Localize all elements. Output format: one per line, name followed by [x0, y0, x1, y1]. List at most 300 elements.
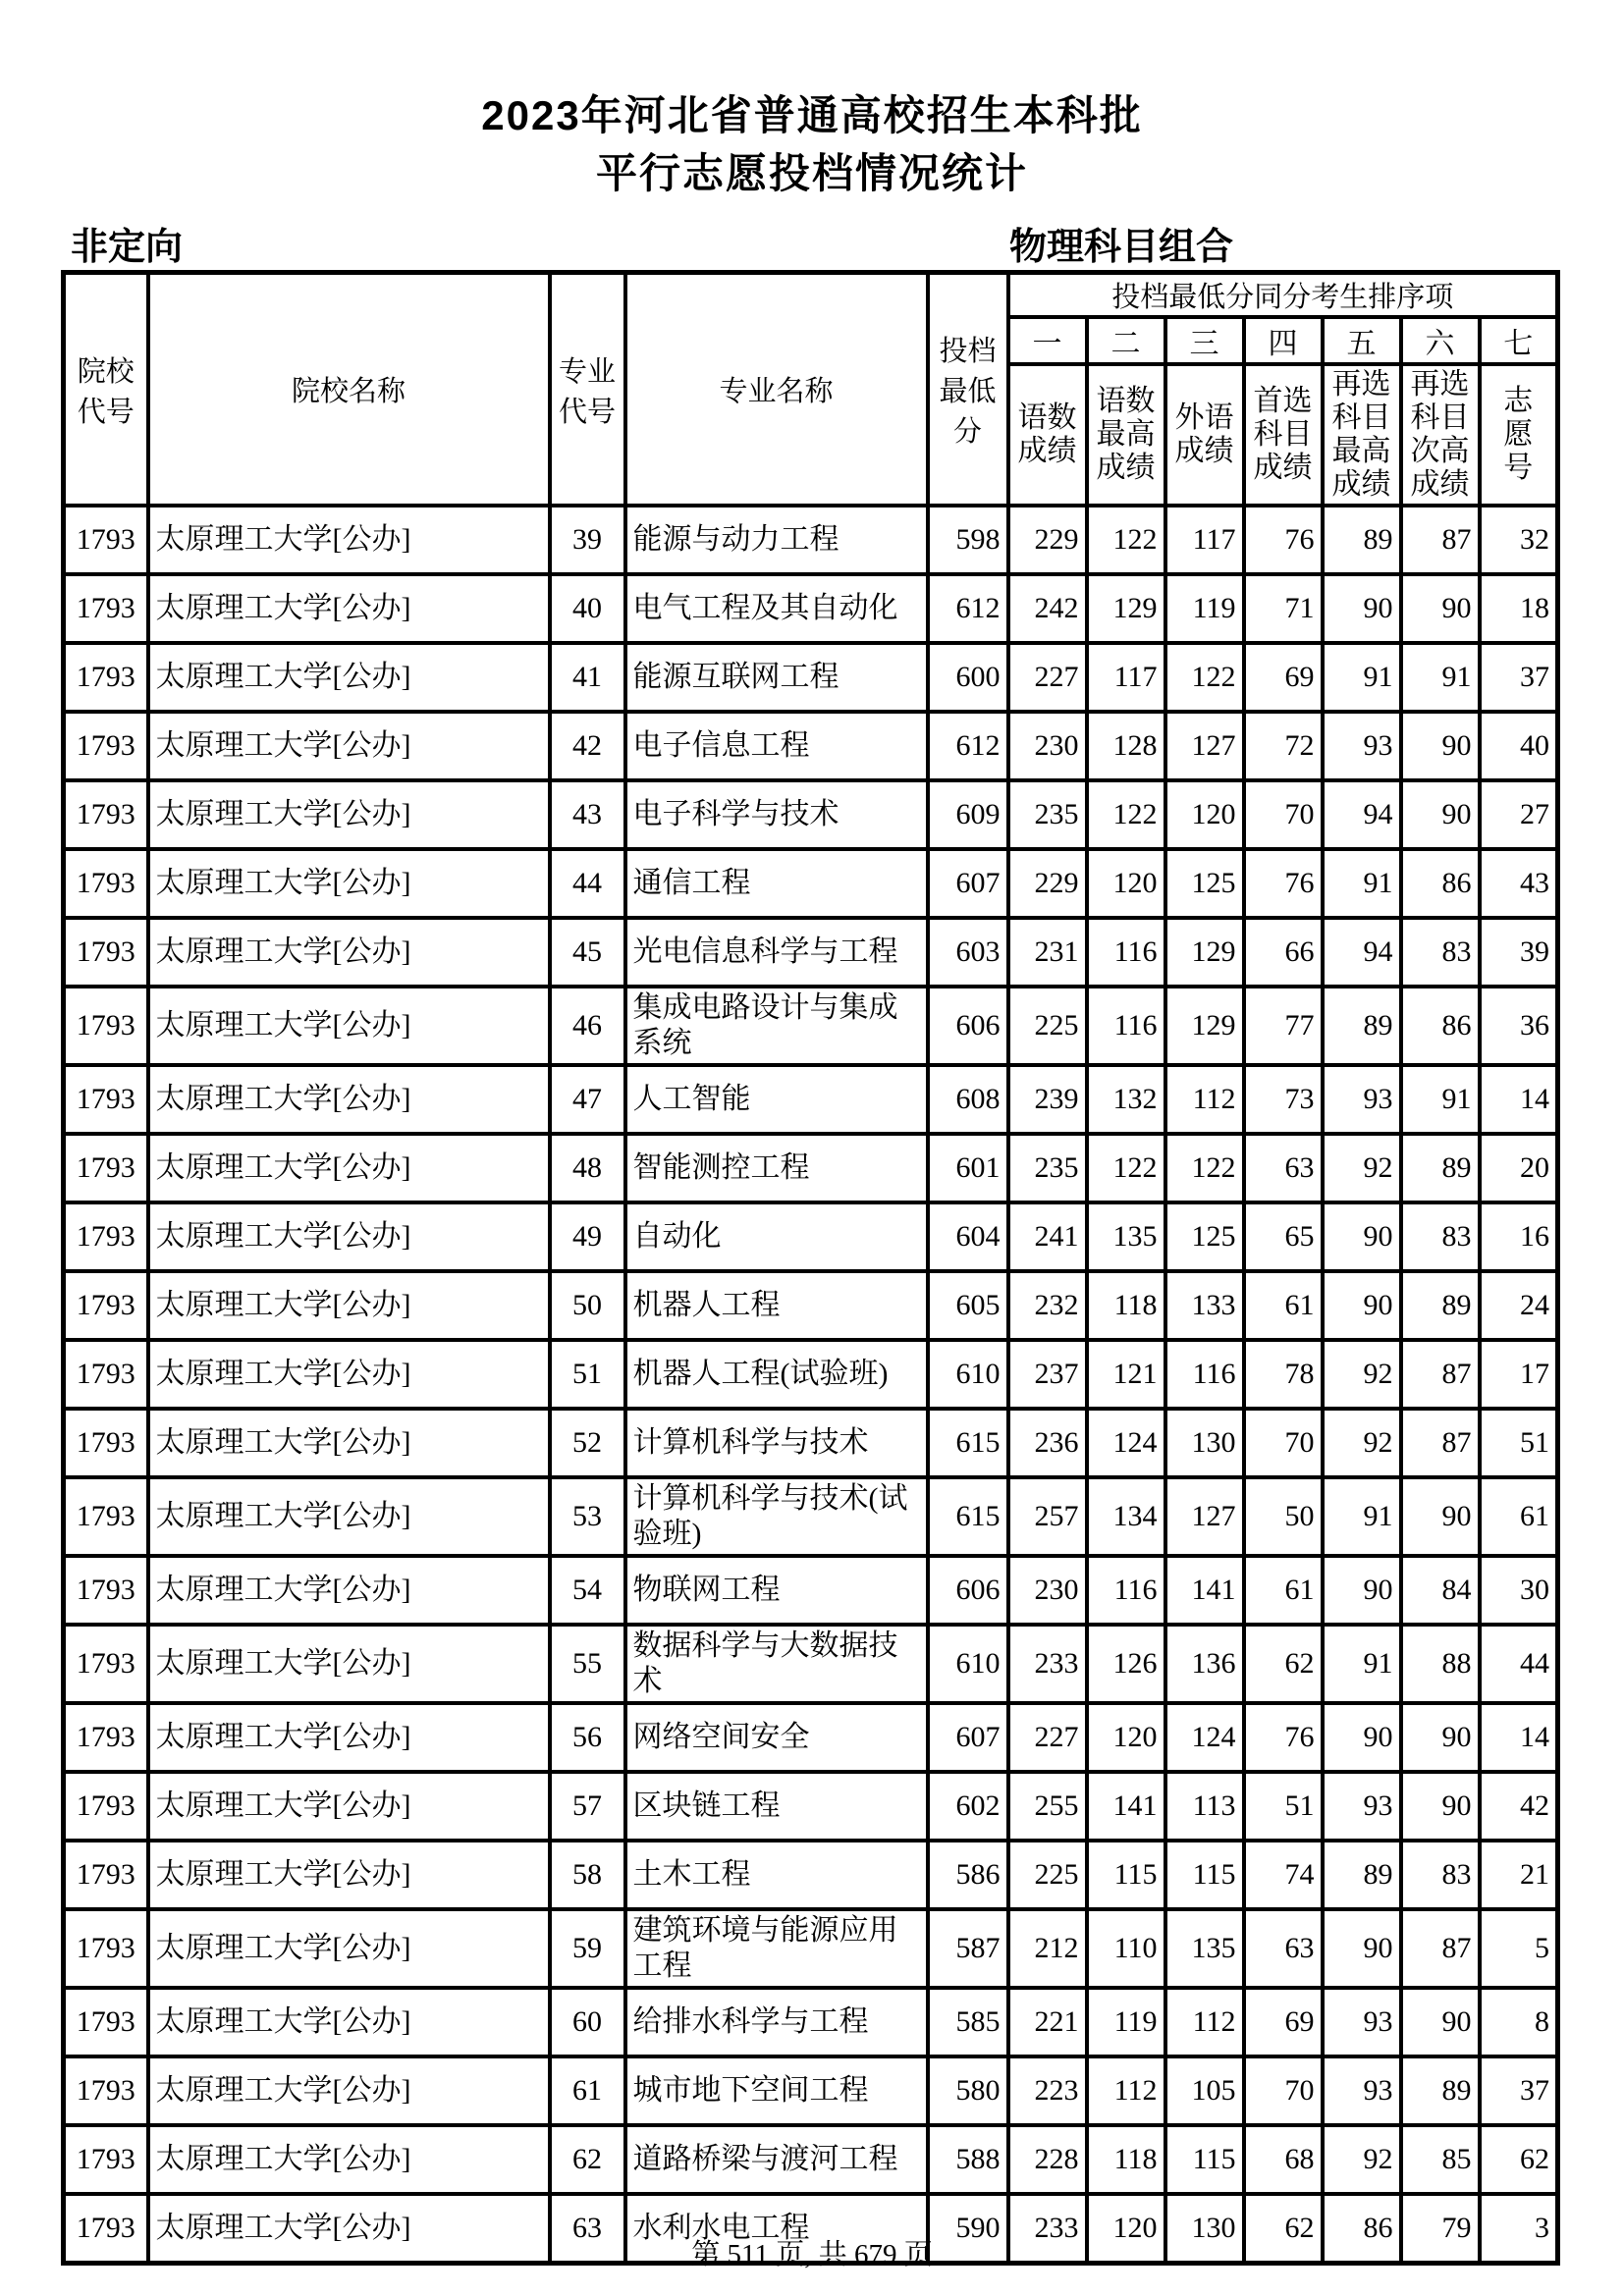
major-name-cell: 通信工程 — [625, 849, 928, 918]
school-code-cell: 1793 — [64, 2194, 148, 2264]
major-code-cell: 56 — [550, 1703, 625, 1772]
rank-cell-4: 78 — [1244, 1340, 1323, 1409]
rank-cell-5: 89 — [1323, 987, 1401, 1065]
major-name-cell: 区块链工程 — [625, 1772, 928, 1841]
table-row — [64, 712, 1558, 780]
school-name-cell: 太原理工大学[公办] — [148, 1134, 550, 1202]
rank-cell-1: 230 — [1008, 712, 1087, 780]
rank-cell-6: 85 — [1401, 2125, 1480, 2194]
table-row — [64, 1409, 1558, 1477]
table-row — [64, 2056, 1558, 2125]
rank-cell-7: 32 — [1480, 506, 1558, 574]
header-rank-label-7: 志愿号 — [1480, 364, 1558, 506]
major-name-cell: 建筑环境与能源应用工程 — [625, 1909, 928, 1988]
rank-cell-2: 121 — [1087, 1340, 1165, 1409]
rank-cell-3: 115 — [1165, 1841, 1244, 1909]
header-rank-number-7: 七 — [1480, 317, 1558, 364]
plan-type-label: 非定向 — [71, 227, 184, 268]
rank-cell-6: 90 — [1401, 574, 1480, 643]
rank-cell-7: 20 — [1480, 1134, 1558, 1202]
school-name-cell: 太原理工大学[公办] — [148, 574, 550, 643]
rank-cell-2: 126 — [1087, 1625, 1165, 1703]
table-row — [64, 1772, 1558, 1841]
rank-cell-2: 141 — [1087, 1772, 1165, 1841]
major-code-cell: 62 — [550, 2125, 625, 2194]
school-name-cell: 太原理工大学[公办] — [148, 1477, 550, 1556]
major-name-cell: 人工智能 — [625, 1065, 928, 1134]
rank-cell-2: 134 — [1087, 1477, 1165, 1556]
school-name-cell: 太原理工大学[公办] — [148, 1703, 550, 1772]
rank-cell-7: 40 — [1480, 712, 1558, 780]
school-code-cell: 1793 — [64, 506, 148, 574]
rank-cell-5: 91 — [1323, 1477, 1401, 1556]
rank-cell-1: 241 — [1008, 1202, 1087, 1271]
rank-cell-2: 110 — [1087, 1909, 1165, 1988]
major-name-cell: 土木工程 — [625, 1841, 928, 1909]
major-code-cell: 61 — [550, 2056, 625, 2125]
major-code-cell: 49 — [550, 1202, 625, 1271]
school-name-cell: 太原理工大学[公办] — [148, 987, 550, 1065]
rank-cell-3: 112 — [1165, 1988, 1244, 2056]
table-row — [64, 987, 1558, 1065]
major-code-cell: 52 — [550, 1409, 625, 1477]
page-number: 第 511 页, 共 679 页 — [691, 2239, 933, 2270]
header-rank-number-3: 三 — [1165, 317, 1244, 364]
rank-cell-6: 89 — [1401, 2056, 1480, 2125]
rank-cell-5: 90 — [1323, 1703, 1401, 1772]
rank-cell-4: 72 — [1244, 712, 1323, 780]
rank-cell-1: 227 — [1008, 1703, 1087, 1772]
rank-cell-4: 76 — [1244, 849, 1323, 918]
table-row — [64, 1625, 1558, 1703]
school-name-cell: 太原理工大学[公办] — [148, 1988, 550, 2056]
rank-cell-7: 42 — [1480, 1772, 1558, 1841]
school-code-cell: 1793 — [64, 1841, 148, 1909]
school-name-cell: 太原理工大学[公办] — [148, 1909, 550, 1988]
table-row — [64, 1271, 1558, 1340]
rank-cell-4: 73 — [1244, 1065, 1323, 1134]
rank-cell-6: 87 — [1401, 1340, 1480, 1409]
rank-cell-1: 255 — [1008, 1772, 1087, 1841]
major-name-cell: 集成电路设计与集成系统 — [625, 987, 928, 1065]
rank-cell-5: 92 — [1323, 1340, 1401, 1409]
rank-cell-7: 51 — [1480, 1409, 1558, 1477]
school-code-cell: 1793 — [64, 2125, 148, 2194]
min-score-cell: 603 — [928, 918, 1008, 987]
school-name-cell: 太原理工大学[公办] — [148, 1409, 550, 1477]
rank-cell-1: 242 — [1008, 574, 1087, 643]
school-code-cell: 1793 — [64, 1477, 148, 1556]
rank-cell-7: 61 — [1480, 1477, 1558, 1556]
school-name-cell: 太原理工大学[公办] — [148, 780, 550, 849]
min-score-cell: 604 — [928, 1202, 1008, 1271]
school-name-cell: 太原理工大学[公办] — [148, 1340, 550, 1409]
rank-cell-2: 112 — [1087, 2056, 1165, 2125]
header-rank-number-2: 二 — [1087, 317, 1165, 364]
major-code-cell: 40 — [550, 574, 625, 643]
rank-cell-6: 90 — [1401, 1772, 1480, 1841]
table-row — [64, 506, 1558, 574]
school-code-cell: 1793 — [64, 1409, 148, 1477]
school-code-cell: 1793 — [64, 2056, 148, 2125]
min-score-cell: 610 — [928, 1340, 1008, 1409]
table-row — [64, 849, 1558, 918]
rank-cell-3: 115 — [1165, 2125, 1244, 2194]
rank-cell-6: 90 — [1401, 1988, 1480, 2056]
rank-cell-1: 228 — [1008, 2125, 1087, 2194]
rank-cell-7: 30 — [1480, 1556, 1558, 1625]
rank-cell-3: 112 — [1165, 1065, 1244, 1134]
rank-cell-7: 14 — [1480, 1703, 1558, 1772]
table-row — [64, 780, 1558, 849]
rank-cell-4: 77 — [1244, 987, 1323, 1065]
rank-cell-3: 127 — [1165, 712, 1244, 780]
rank-cell-7: 37 — [1480, 2056, 1558, 2125]
major-code-cell: 43 — [550, 780, 625, 849]
school-code-cell: 1793 — [64, 1556, 148, 1625]
school-name-cell: 太原理工大学[公办] — [148, 1202, 550, 1271]
major-name-cell: 电子科学与技术 — [625, 780, 928, 849]
header-rank-number-5: 五 — [1323, 317, 1401, 364]
rank-cell-2: 122 — [1087, 780, 1165, 849]
rank-cell-6: 90 — [1401, 712, 1480, 780]
table-row — [64, 574, 1558, 643]
rank-cell-4: 50 — [1244, 1477, 1323, 1556]
rank-cell-2: 115 — [1087, 1841, 1165, 1909]
rank-cell-5: 90 — [1323, 574, 1401, 643]
major-name-cell: 计算机科学与技术(试验班) — [625, 1477, 928, 1556]
rank-cell-7: 24 — [1480, 1271, 1558, 1340]
min-score-cell: 607 — [928, 1703, 1008, 1772]
rank-cell-5: 86 — [1323, 2194, 1401, 2264]
rank-cell-5: 93 — [1323, 1988, 1401, 2056]
min-score-cell: 590 — [928, 2194, 1008, 2264]
header-rank-label-1: 语数成绩 — [1008, 364, 1087, 506]
rank-cell-5: 93 — [1323, 1065, 1401, 1134]
table-header — [64, 273, 1558, 507]
rank-cell-4: 69 — [1244, 1988, 1323, 2056]
rank-cell-5: 90 — [1323, 1556, 1401, 1625]
rank-cell-4: 76 — [1244, 1703, 1323, 1772]
rank-cell-1: 237 — [1008, 1340, 1087, 1409]
rank-cell-7: 39 — [1480, 918, 1558, 987]
rank-cell-3: 120 — [1165, 780, 1244, 849]
major-code-cell: 44 — [550, 849, 625, 918]
rank-cell-5: 91 — [1323, 643, 1401, 712]
header-rank-label-5: 再选科目最高成绩 — [1323, 364, 1401, 506]
major-code-cell: 39 — [550, 506, 625, 574]
table-row — [64, 1202, 1558, 1271]
school-name-cell: 太原理工大学[公办] — [148, 918, 550, 987]
rank-cell-4: 63 — [1244, 1909, 1323, 1988]
min-score-cell: 580 — [928, 2056, 1008, 2125]
table-row — [64, 643, 1558, 712]
major-code-cell: 48 — [550, 1134, 625, 1202]
rank-cell-6: 84 — [1401, 1556, 1480, 1625]
school-code-cell: 1793 — [64, 849, 148, 918]
header-rank-label-4: 首选科目成绩 — [1244, 364, 1323, 506]
rank-cell-7: 27 — [1480, 780, 1558, 849]
major-name-cell: 机器人工程 — [625, 1271, 928, 1340]
rank-cell-2: 118 — [1087, 1271, 1165, 1340]
rank-cell-4: 69 — [1244, 643, 1323, 712]
rank-cell-6: 87 — [1401, 506, 1480, 574]
rank-cell-2: 120 — [1087, 2194, 1165, 2264]
rank-cell-4: 51 — [1244, 1772, 1323, 1841]
rank-cell-1: 233 — [1008, 2194, 1087, 2264]
rank-cell-6: 87 — [1401, 1909, 1480, 1988]
rank-cell-5: 94 — [1323, 918, 1401, 987]
rank-cell-3: 113 — [1165, 1772, 1244, 1841]
min-score-cell: 607 — [928, 849, 1008, 918]
school-name-cell: 太原理工大学[公办] — [148, 1065, 550, 1134]
rank-cell-2: 116 — [1087, 1556, 1165, 1625]
rank-cell-7: 37 — [1480, 643, 1558, 712]
min-score-cell: 606 — [928, 987, 1008, 1065]
rank-cell-2: 135 — [1087, 1202, 1165, 1271]
school-name-cell: 太原理工大学[公办] — [148, 2194, 550, 2264]
rank-cell-5: 89 — [1323, 506, 1401, 574]
rank-cell-7: 5 — [1480, 1909, 1558, 1988]
rank-cell-5: 91 — [1323, 849, 1401, 918]
rank-cell-4: 61 — [1244, 1271, 1323, 1340]
rank-cell-5: 92 — [1323, 2125, 1401, 2194]
min-score-cell: 588 — [928, 2125, 1008, 2194]
school-code-cell: 1793 — [64, 574, 148, 643]
rank-cell-3: 125 — [1165, 849, 1244, 918]
rank-cell-1: 257 — [1008, 1477, 1087, 1556]
rank-cell-4: 74 — [1244, 1841, 1323, 1909]
rank-cell-1: 225 — [1008, 987, 1087, 1065]
school-code-cell: 1793 — [64, 1772, 148, 1841]
major-code-cell: 54 — [550, 1556, 625, 1625]
rank-cell-6: 91 — [1401, 643, 1480, 712]
major-name-cell: 电气工程及其自动化 — [625, 574, 928, 643]
min-score-cell: 602 — [928, 1772, 1008, 1841]
major-code-cell: 63 — [550, 2194, 625, 2264]
major-code-cell: 55 — [550, 1625, 625, 1703]
school-name-cell: 太原理工大学[公办] — [148, 1841, 550, 1909]
rank-cell-4: 71 — [1244, 574, 1323, 643]
rank-cell-4: 76 — [1244, 506, 1323, 574]
rank-cell-3: 122 — [1165, 643, 1244, 712]
rank-cell-1: 229 — [1008, 849, 1087, 918]
major-name-cell: 网络空间安全 — [625, 1703, 928, 1772]
header-tiebreak-group: 投档最低分同分考生排序项 — [1008, 273, 1558, 318]
rank-cell-6: 79 — [1401, 2194, 1480, 2264]
major-code-cell: 42 — [550, 712, 625, 780]
rank-cell-2: 116 — [1087, 987, 1165, 1065]
rank-cell-3: 130 — [1165, 1409, 1244, 1477]
rank-cell-3: 127 — [1165, 1477, 1244, 1556]
rank-cell-4: 70 — [1244, 1409, 1323, 1477]
rank-cell-3: 129 — [1165, 987, 1244, 1065]
min-score-cell: 605 — [928, 1271, 1008, 1340]
rank-cell-1: 230 — [1008, 1556, 1087, 1625]
rank-cell-7: 3 — [1480, 2194, 1558, 2264]
rank-cell-7: 44 — [1480, 1625, 1558, 1703]
rank-cell-2: 117 — [1087, 643, 1165, 712]
major-name-cell: 智能测控工程 — [625, 1134, 928, 1202]
school-name-cell: 太原理工大学[公办] — [148, 1556, 550, 1625]
rank-cell-5: 94 — [1323, 780, 1401, 849]
school-code-cell: 1793 — [64, 1625, 148, 1703]
rank-cell-7: 18 — [1480, 574, 1558, 643]
rank-cell-5: 90 — [1323, 1271, 1401, 1340]
header-school-code: 院校代号 — [64, 273, 148, 507]
subject-combination-label: 物理科目组合 — [1009, 227, 1234, 268]
rank-cell-7: 8 — [1480, 1988, 1558, 2056]
header-school-name: 院校名称 — [148, 273, 550, 507]
rank-cell-1: 225 — [1008, 1841, 1087, 1909]
rank-cell-5: 93 — [1323, 1772, 1401, 1841]
rank-cell-6: 83 — [1401, 918, 1480, 987]
rank-cell-7: 21 — [1480, 1841, 1558, 1909]
school-name-cell: 太原理工大学[公办] — [148, 849, 550, 918]
table-row — [64, 1703, 1558, 1772]
rank-cell-5: 93 — [1323, 712, 1401, 780]
rank-cell-6: 83 — [1401, 1202, 1480, 1271]
min-score-cell: 615 — [928, 1409, 1008, 1477]
rank-cell-6: 88 — [1401, 1625, 1480, 1703]
rank-cell-4: 66 — [1244, 918, 1323, 987]
page-title — [0, 86, 1624, 202]
rank-cell-7: 17 — [1480, 1340, 1558, 1409]
school-name-cell: 太原理工大学[公办] — [148, 1271, 550, 1340]
rank-cell-2: 124 — [1087, 1409, 1165, 1477]
major-code-cell: 60 — [550, 1988, 625, 2056]
major-name-cell: 计算机科学与技术 — [625, 1409, 928, 1477]
table-row — [64, 1065, 1558, 1134]
table-row — [64, 1477, 1558, 1556]
school-code-cell: 1793 — [64, 1703, 148, 1772]
rank-cell-2: 129 — [1087, 574, 1165, 643]
school-code-cell: 1793 — [64, 1988, 148, 2056]
school-code-cell: 1793 — [64, 1065, 148, 1134]
school-code-cell: 1793 — [64, 712, 148, 780]
school-code-cell: 1793 — [64, 1202, 148, 1271]
rank-cell-3: 124 — [1165, 1703, 1244, 1772]
rank-cell-5: 89 — [1323, 1841, 1401, 1909]
rank-cell-3: 129 — [1165, 918, 1244, 987]
rank-cell-2: 119 — [1087, 1988, 1165, 2056]
header-min-score: 投档最低分 — [928, 273, 1008, 507]
rank-cell-4: 65 — [1244, 1202, 1323, 1271]
rank-cell-1: 229 — [1008, 506, 1087, 574]
table-row — [64, 1340, 1558, 1409]
min-score-cell: 609 — [928, 780, 1008, 849]
rank-cell-6: 90 — [1401, 780, 1480, 849]
rank-cell-3: 122 — [1165, 1134, 1244, 1202]
min-score-cell: 606 — [928, 1556, 1008, 1625]
table-row — [64, 2125, 1558, 2194]
sub-labels — [0, 216, 1624, 268]
min-score-cell: 586 — [928, 1841, 1008, 1909]
header-rank-number-4: 四 — [1244, 317, 1323, 364]
rank-cell-6: 90 — [1401, 1477, 1480, 1556]
rank-cell-1: 232 — [1008, 1271, 1087, 1340]
rank-cell-4: 70 — [1244, 780, 1323, 849]
rank-cell-3: 135 — [1165, 1909, 1244, 1988]
rank-cell-4: 68 — [1244, 2125, 1323, 2194]
school-code-cell: 1793 — [64, 643, 148, 712]
major-name-cell: 电子信息工程 — [625, 712, 928, 780]
rank-cell-1: 235 — [1008, 780, 1087, 849]
min-score-cell: 612 — [928, 712, 1008, 780]
table-row — [64, 1988, 1558, 2056]
rank-cell-6: 87 — [1401, 1409, 1480, 1477]
school-code-cell: 1793 — [64, 987, 148, 1065]
min-score-cell: 610 — [928, 1625, 1008, 1703]
rank-cell-1: 239 — [1008, 1065, 1087, 1134]
rank-cell-5: 92 — [1323, 1409, 1401, 1477]
rank-cell-7: 14 — [1480, 1065, 1558, 1134]
major-name-cell: 城市地下空间工程 — [625, 2056, 928, 2125]
school-code-cell: 1793 — [64, 1134, 148, 1202]
rank-cell-3: 141 — [1165, 1556, 1244, 1625]
rank-cell-6: 90 — [1401, 1703, 1480, 1772]
page-title-line1: 2023年河北省普通高校招生本科批 — [481, 92, 1143, 138]
rank-cell-2: 120 — [1087, 1703, 1165, 1772]
table-row — [64, 1556, 1558, 1625]
rank-cell-2: 116 — [1087, 918, 1165, 987]
rank-cell-6: 89 — [1401, 1134, 1480, 1202]
rank-cell-2: 118 — [1087, 2125, 1165, 2194]
school-code-cell: 1793 — [64, 1340, 148, 1409]
rank-cell-7: 36 — [1480, 987, 1558, 1065]
min-score-cell: 612 — [928, 574, 1008, 643]
major-code-cell: 41 — [550, 643, 625, 712]
rank-cell-3: 105 — [1165, 2056, 1244, 2125]
school-code-cell: 1793 — [64, 780, 148, 849]
rank-cell-6: 86 — [1401, 849, 1480, 918]
rank-cell-6: 83 — [1401, 1841, 1480, 1909]
header-rank-label-3: 外语成绩 — [1165, 364, 1244, 506]
rank-cell-2: 128 — [1087, 712, 1165, 780]
school-code-cell: 1793 — [64, 1909, 148, 1988]
page-title-line2: 平行志愿投档情况统计 — [595, 150, 1028, 196]
rank-cell-2: 122 — [1087, 1134, 1165, 1202]
table-row — [64, 918, 1558, 987]
school-code-cell: 1793 — [64, 918, 148, 987]
header-rank-label-2: 语数最高成绩 — [1087, 364, 1165, 506]
rank-cell-3: 119 — [1165, 574, 1244, 643]
major-name-cell: 物联网工程 — [625, 1556, 928, 1625]
rank-cell-7: 62 — [1480, 2125, 1558, 2194]
rank-cell-5: 93 — [1323, 2056, 1401, 2125]
rank-cell-4: 63 — [1244, 1134, 1323, 1202]
rank-cell-5: 92 — [1323, 1134, 1401, 1202]
min-score-cell: 600 — [928, 643, 1008, 712]
major-name-cell: 数据科学与大数据技术 — [625, 1625, 928, 1703]
rank-cell-1: 212 — [1008, 1909, 1087, 1988]
rank-cell-5: 90 — [1323, 1202, 1401, 1271]
major-code-cell: 53 — [550, 1477, 625, 1556]
rank-cell-1: 221 — [1008, 1988, 1087, 2056]
school-code-cell: 1793 — [64, 1271, 148, 1340]
school-name-cell: 太原理工大学[公办] — [148, 712, 550, 780]
major-name-cell: 光电信息科学与工程 — [625, 918, 928, 987]
header-major-name: 专业名称 — [625, 273, 928, 507]
major-name-cell: 道路桥梁与渡河工程 — [625, 2125, 928, 2194]
rank-cell-7: 16 — [1480, 1202, 1558, 1271]
school-name-cell: 太原理工大学[公办] — [148, 643, 550, 712]
table-row — [64, 1134, 1558, 1202]
rank-cell-5: 90 — [1323, 1909, 1401, 1988]
major-name-cell: 水利水电工程 — [625, 2194, 928, 2264]
major-code-cell: 57 — [550, 1772, 625, 1841]
major-code-cell: 45 — [550, 918, 625, 987]
